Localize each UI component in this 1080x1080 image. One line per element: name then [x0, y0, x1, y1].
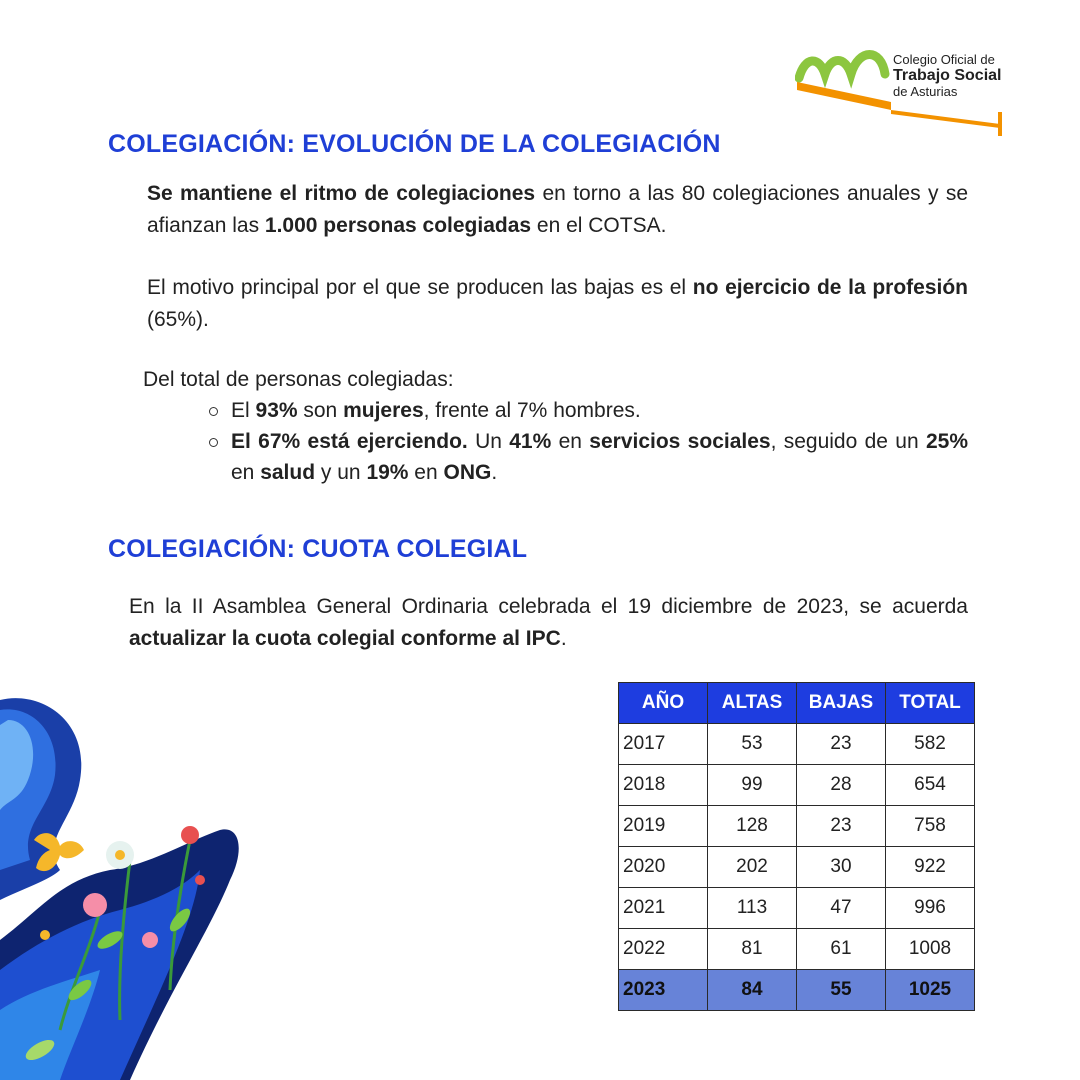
logo-line-2: Trabajo Social	[893, 67, 1002, 84]
cell-year: 2022	[619, 929, 708, 970]
section-heading-evolucion: COLEGIACIÓN: EVOLUCIÓN DE LA COLEGIACIÓN	[108, 130, 721, 158]
text: en el COTSA.	[531, 214, 667, 237]
cell-bajas: 23	[797, 806, 886, 847]
cell-year: 2018	[619, 765, 708, 806]
text: .	[560, 627, 567, 650]
cell-year: 2020	[619, 847, 708, 888]
paragraph-ritmo	[147, 178, 968, 242]
text: en torno a las 80 colegiaciones anuales y se afianzan las	[147, 182, 969, 237]
cell-total: 758	[886, 806, 975, 847]
cell-altas: 113	[708, 888, 797, 929]
cell-altas: 53	[708, 724, 797, 765]
bold-text: Se mantiene el ritmo de colegiaciones	[147, 182, 536, 205]
table-row	[619, 888, 975, 929]
bold-text: no ejercicio de la profesión	[692, 276, 968, 299]
cell-bajas: 23	[797, 724, 886, 765]
paragraph-total-intro: Del total de personas colegiadas:	[143, 368, 454, 391]
cell-total: 922	[886, 847, 975, 888]
bold-text: 1.000 personas colegiadas	[264, 214, 532, 237]
list-item: El 93% son mujeres, frente al 7% hombres.	[209, 395, 968, 426]
cell-total: 996	[886, 888, 975, 929]
logo-line-3: de Asturias	[893, 84, 958, 99]
cell-bajas: 61	[797, 929, 886, 970]
cell-bajas: 47	[797, 888, 886, 929]
table-row	[619, 929, 975, 970]
logo-line-1: Colegio Oficial de	[893, 52, 995, 67]
cell-total: 654	[886, 765, 975, 806]
cell-total: 1025	[886, 970, 975, 1011]
table-row	[619, 724, 975, 765]
stats-list	[209, 395, 968, 488]
cell-bajas: 55	[797, 970, 886, 1011]
cell-total: 1008	[886, 929, 975, 970]
cell-altas: 84	[708, 970, 797, 1011]
table-header-row	[619, 683, 975, 724]
cell-bajas: 30	[797, 847, 886, 888]
cell-year: 2021	[619, 888, 708, 929]
list-item: El 67% está ejerciendo. Un 41% en servicios sociales, seguido de un 25% en salud y un 19% en ONG.	[209, 426, 968, 488]
bold-text: actualizar la cuota colegial conforme al IPC	[129, 627, 561, 650]
header-altas: ALTAS	[708, 683, 797, 724]
paragraph-cuota	[129, 591, 968, 655]
colegiacion-table	[618, 682, 975, 1011]
table-row-highlight	[619, 970, 975, 1011]
cell-bajas: 28	[797, 765, 886, 806]
paragraph-bajas	[147, 272, 968, 336]
header-bajas: BAJAS	[797, 683, 886, 724]
cell-year: 2019	[619, 806, 708, 847]
cell-altas: 202	[708, 847, 797, 888]
section-heading-cuota: COLEGIACIÓN: CUOTA COLEGIAL	[108, 535, 528, 563]
logo-text	[893, 52, 1001, 100]
cell-altas: 128	[708, 806, 797, 847]
table-row	[619, 806, 975, 847]
header-ano: AÑO	[619, 683, 708, 724]
text: En la II Asamblea General Ordinaria celebrada el 19 diciembre de 2023, se acuerda	[129, 595, 968, 618]
table-row	[619, 847, 975, 888]
text: El motivo principal por el que se producen las bajas es el	[147, 276, 693, 299]
text: (65%).	[147, 308, 209, 331]
table-row	[619, 765, 975, 806]
cell-year: 2017	[619, 724, 708, 765]
cotsa-logo	[795, 44, 1010, 136]
cell-altas: 99	[708, 765, 797, 806]
cell-altas: 81	[708, 929, 797, 970]
cell-year: 2023	[619, 970, 708, 1011]
cell-total: 582	[886, 724, 975, 765]
header-total: TOTAL	[886, 683, 975, 724]
globe-hand-flowers-illustration	[0, 690, 250, 1080]
